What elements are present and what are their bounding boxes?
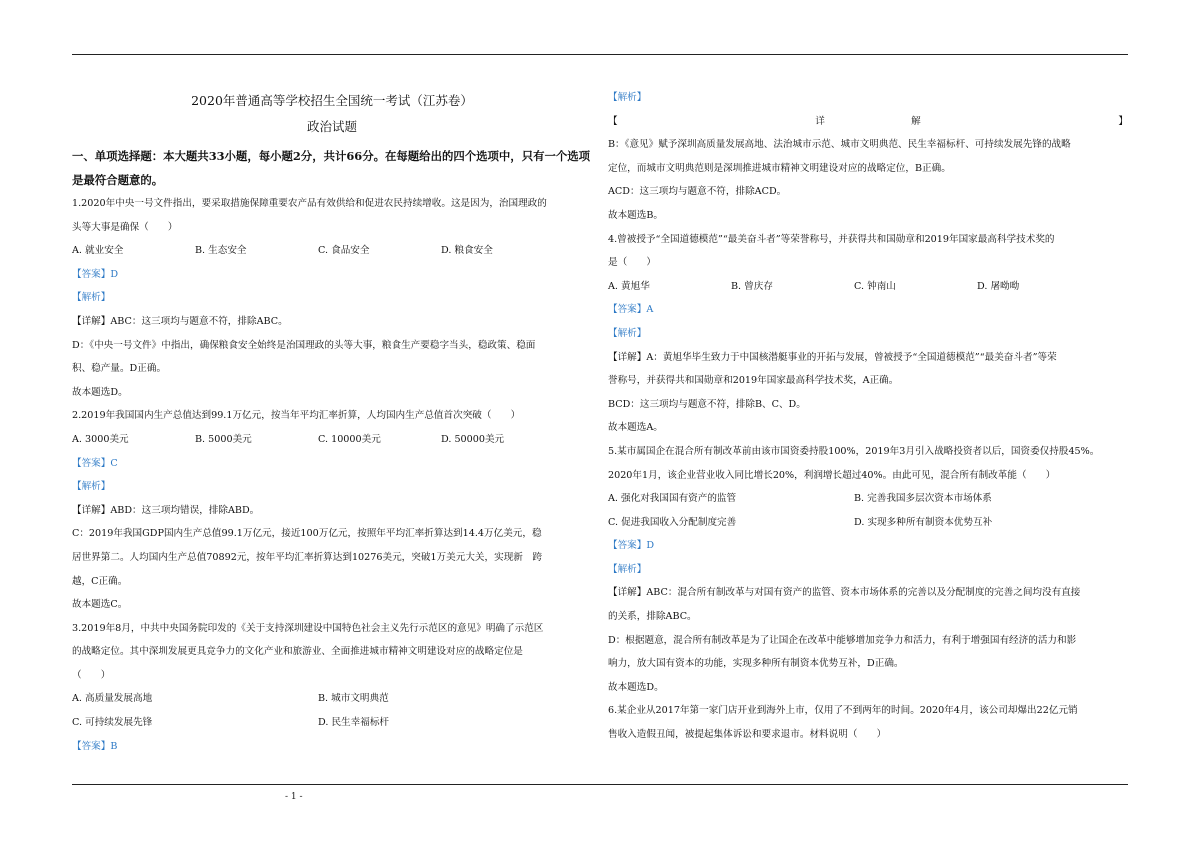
q3-option-c: C. 可持续发展先锋 [72,717,153,729]
q5-option-b: B. 完善我国多层次资本市场体系 [854,493,992,505]
xiangjie-label: 详 解 [815,115,921,127]
q1-stem-line1: 1.2020年中央一号文件指出，要采取措施保障重要农产品有效供给和促进农民持续增收。这是因为，治国理政的 [72,198,547,209]
q1-option-d: D. 粮食安全 [441,245,493,257]
q2-analysis-tag: 【解析】 [72,481,111,493]
section-heading: 一、单项选择题：本大题共33小题，每小题2分，共计66分。在每题给出的四个选项中，只有一个选项是最符合题意的。 [72,149,591,187]
q1-conclusion: 故本题选D。 [72,386,128,398]
q2-option-a: A. 3000美元 [72,433,129,445]
q4-stem-line1: 4.曾被授予“全国道德模范”“最美奋斗者”等荣誉称号，并获得共和国勋章和2019年国家最高科学技术奖的 [608,233,1055,245]
xiangjie-open-bracket: 【 [608,115,618,127]
q3-option-a: A. 高质量发展高地 [72,693,153,705]
right-column [608,86,1128,747]
q3-stem-line3: （ ） [72,669,111,681]
q5-analysis-tag: 【解析】 [608,563,647,575]
q4-option-b: B. 曾庆存 [731,280,773,292]
q5-option-c: C. 促进我国收入分配制度完善 [608,516,737,528]
q3-analysis-tag: 【解析】 [608,92,647,103]
q2-options [72,428,592,452]
q5-option-d: D. 实现多种所有制资本优势互补 [854,516,993,528]
q1-analysis-tag: 【解析】 [72,292,111,304]
q3-option-b: B. 城市文明典范 [318,693,389,705]
q1-option-b: B. 生态安全 [195,245,247,257]
q3-conclusion: 故本题选B。 [608,209,664,221]
q6-stem-line1: 6.某企业从2017年第一家门店开业到海外上市，仅用了不到两年的时间。2020年4月，该公司却爆出22亿元销 [608,705,1078,717]
q4-options [608,275,1128,299]
q2-detail2-line3: 越，C正确。 [72,575,128,587]
q1-answer: 【答案】D [72,268,119,280]
bottom-rule [72,784,1128,785]
document-title: 2020年普通高等学校招生全国统一考试（江苏卷） [191,93,473,108]
q1-options [72,239,592,263]
q3-detail1-line1: B：《意见》赋予深圳高质量发展高地、法治城市示范、城市文明典范、民生幸福标杆、可持续发展先锋的战略 [608,139,1071,151]
q3-option-d: D. 民生幸福标杆 [318,717,390,729]
q5-conclusion: 故本题选D。 [608,681,664,693]
q3-stem-line2: 的战略定位。其中深圳发展更具竞争力的文化产业和旅游业、全面推进城市精神文明建设对应的战略定位是 [72,646,523,658]
q3-options-row2 [72,711,592,735]
q4-option-c: C. 钟南山 [854,280,896,292]
q2-option-d: D. 50000美元 [441,433,505,445]
q4-conclusion: 故本题选A。 [608,422,663,434]
document-subtitle: 政治试题 [306,119,357,134]
q2-option-b: B. 5000美元 [195,433,252,445]
q5-options-row1 [608,487,1128,511]
q1-detail2-line1: D：《中央一号文件》中指出，确保粮食安全始终是治国理政的头等大事，粮食生产要稳字当头，稳政策、稳面 [72,339,536,351]
q1-stem-line2: 头等大事是确保（ ） [72,221,178,233]
q3-options-row1 [72,687,592,711]
q3-detail2: ACD：这三项均与题意不符，排除ACD。 [608,186,787,198]
q2-answer: 【答案】C [72,457,118,469]
q4-stem-line2: 是（ ） [608,257,656,269]
q2-detail2-line2: 居世界第二。人均国内生产总值70892元，按年平均汇率折算达到10276美元，突破1万美元大关，实现新 跨 [72,551,543,563]
q5-option-a: A. 强化对我国国有资产的监管 [608,493,737,505]
q5-detail1-line1: 【详解】ABC：混合所有制改革与对国有资产的监管、资本市场体系的完善以及分配制度的完善之间均没有直接 [608,587,1081,599]
q5-stem-line2: 2020年1月，该企业营业收入同比增长20%，利润增长超过40%。由此可见，混合所有制改革能（ ） [608,469,1056,481]
xiangjie-close-bracket: 】 [1118,115,1128,127]
q2-stem: 2.2019年我国国内生产总值达到99.1万亿元，按当年平均汇率折算，人均国内生产总值首次突破（ ） [72,410,521,422]
q4-option-d: D. 屠呦呦 [977,280,1020,292]
q4-option-a: A. 黄旭华 [608,280,650,292]
q6-stem-line2: 售收入造假丑闻，被提起集体诉讼和要求退市。材料说明（ ） [608,729,887,741]
q3-answer: 【答案】B [72,740,118,752]
page-number: - 1 - [285,792,303,802]
q3-detail1-line2: 定位，而城市文明典范则是深圳推进城市精神文明建设对应的战略定位，B正确。 [608,162,951,174]
q4-detail1-line1: 【详解】A：黄旭华毕生致力于中国核潜艇事业的开拓与发展，曾被授予“全国道德模范”“最美奋斗者”等荣 [608,351,1057,363]
q1-option-a: A. 就业安全 [72,245,124,257]
top-rule [72,54,1128,55]
q2-conclusion: 故本题选C。 [72,599,128,611]
q4-analysis-tag: 【解析】 [608,327,647,339]
q2-detail1: 【详解】ABD：这三项均错误，排除ABD。 [72,504,260,516]
q5-detail2-line1: D：根据题意，混合所有制改革是为了让国企在改革中能够增加竞争力和活力，有利于增强国有经济的活力和影 [608,634,1077,646]
q1-detail2-line2: 积、稳产量。D正确。 [72,363,167,375]
q2-option-c: C. 10000美元 [318,433,381,445]
q3-xiangjie-heading [608,110,1128,134]
q4-detail1-line2: 誉称号，并获得共和国勋章和2019年国家最高科学技术奖，A正确。 [608,375,899,387]
q5-stem-line1: 5.某市属国企在混合所有制改革前由该市国资委持股100%，2019年3月引入战略投资者以后，国资委仅持股45%。 [608,445,1100,457]
q5-detail2-line2: 响力，放大国有资本的功能，实现多种所有制资本优势互补，D正确。 [608,658,904,670]
q5-detail1-line2: 的关系，排除ABC。 [608,611,697,623]
q2-detail2-line1: C：2019年我国GDP国内生产总值99.1万亿元，接近100万亿元，按照年平均汇率折算达到14.4万亿美元，稳 [72,528,542,540]
left-column [72,86,592,758]
q1-detail1: 【详解】ABC：这三项均与题意不符，排除ABC。 [72,315,288,327]
q4-answer: 【答案】A [608,304,654,316]
q5-options-row2 [608,511,1128,535]
q5-answer: 【答案】D [608,540,655,552]
q1-option-c: C. 食品安全 [318,245,370,257]
q3-stem-line1: 3.2019年8月，中共中央国务院印发的《关于支持深圳建设中国特色社会主义先行示范区的意见》明确了示范区 [72,622,544,634]
q4-detail2: BCD：这三项均与题意不符，排除B、C、D。 [608,398,806,410]
